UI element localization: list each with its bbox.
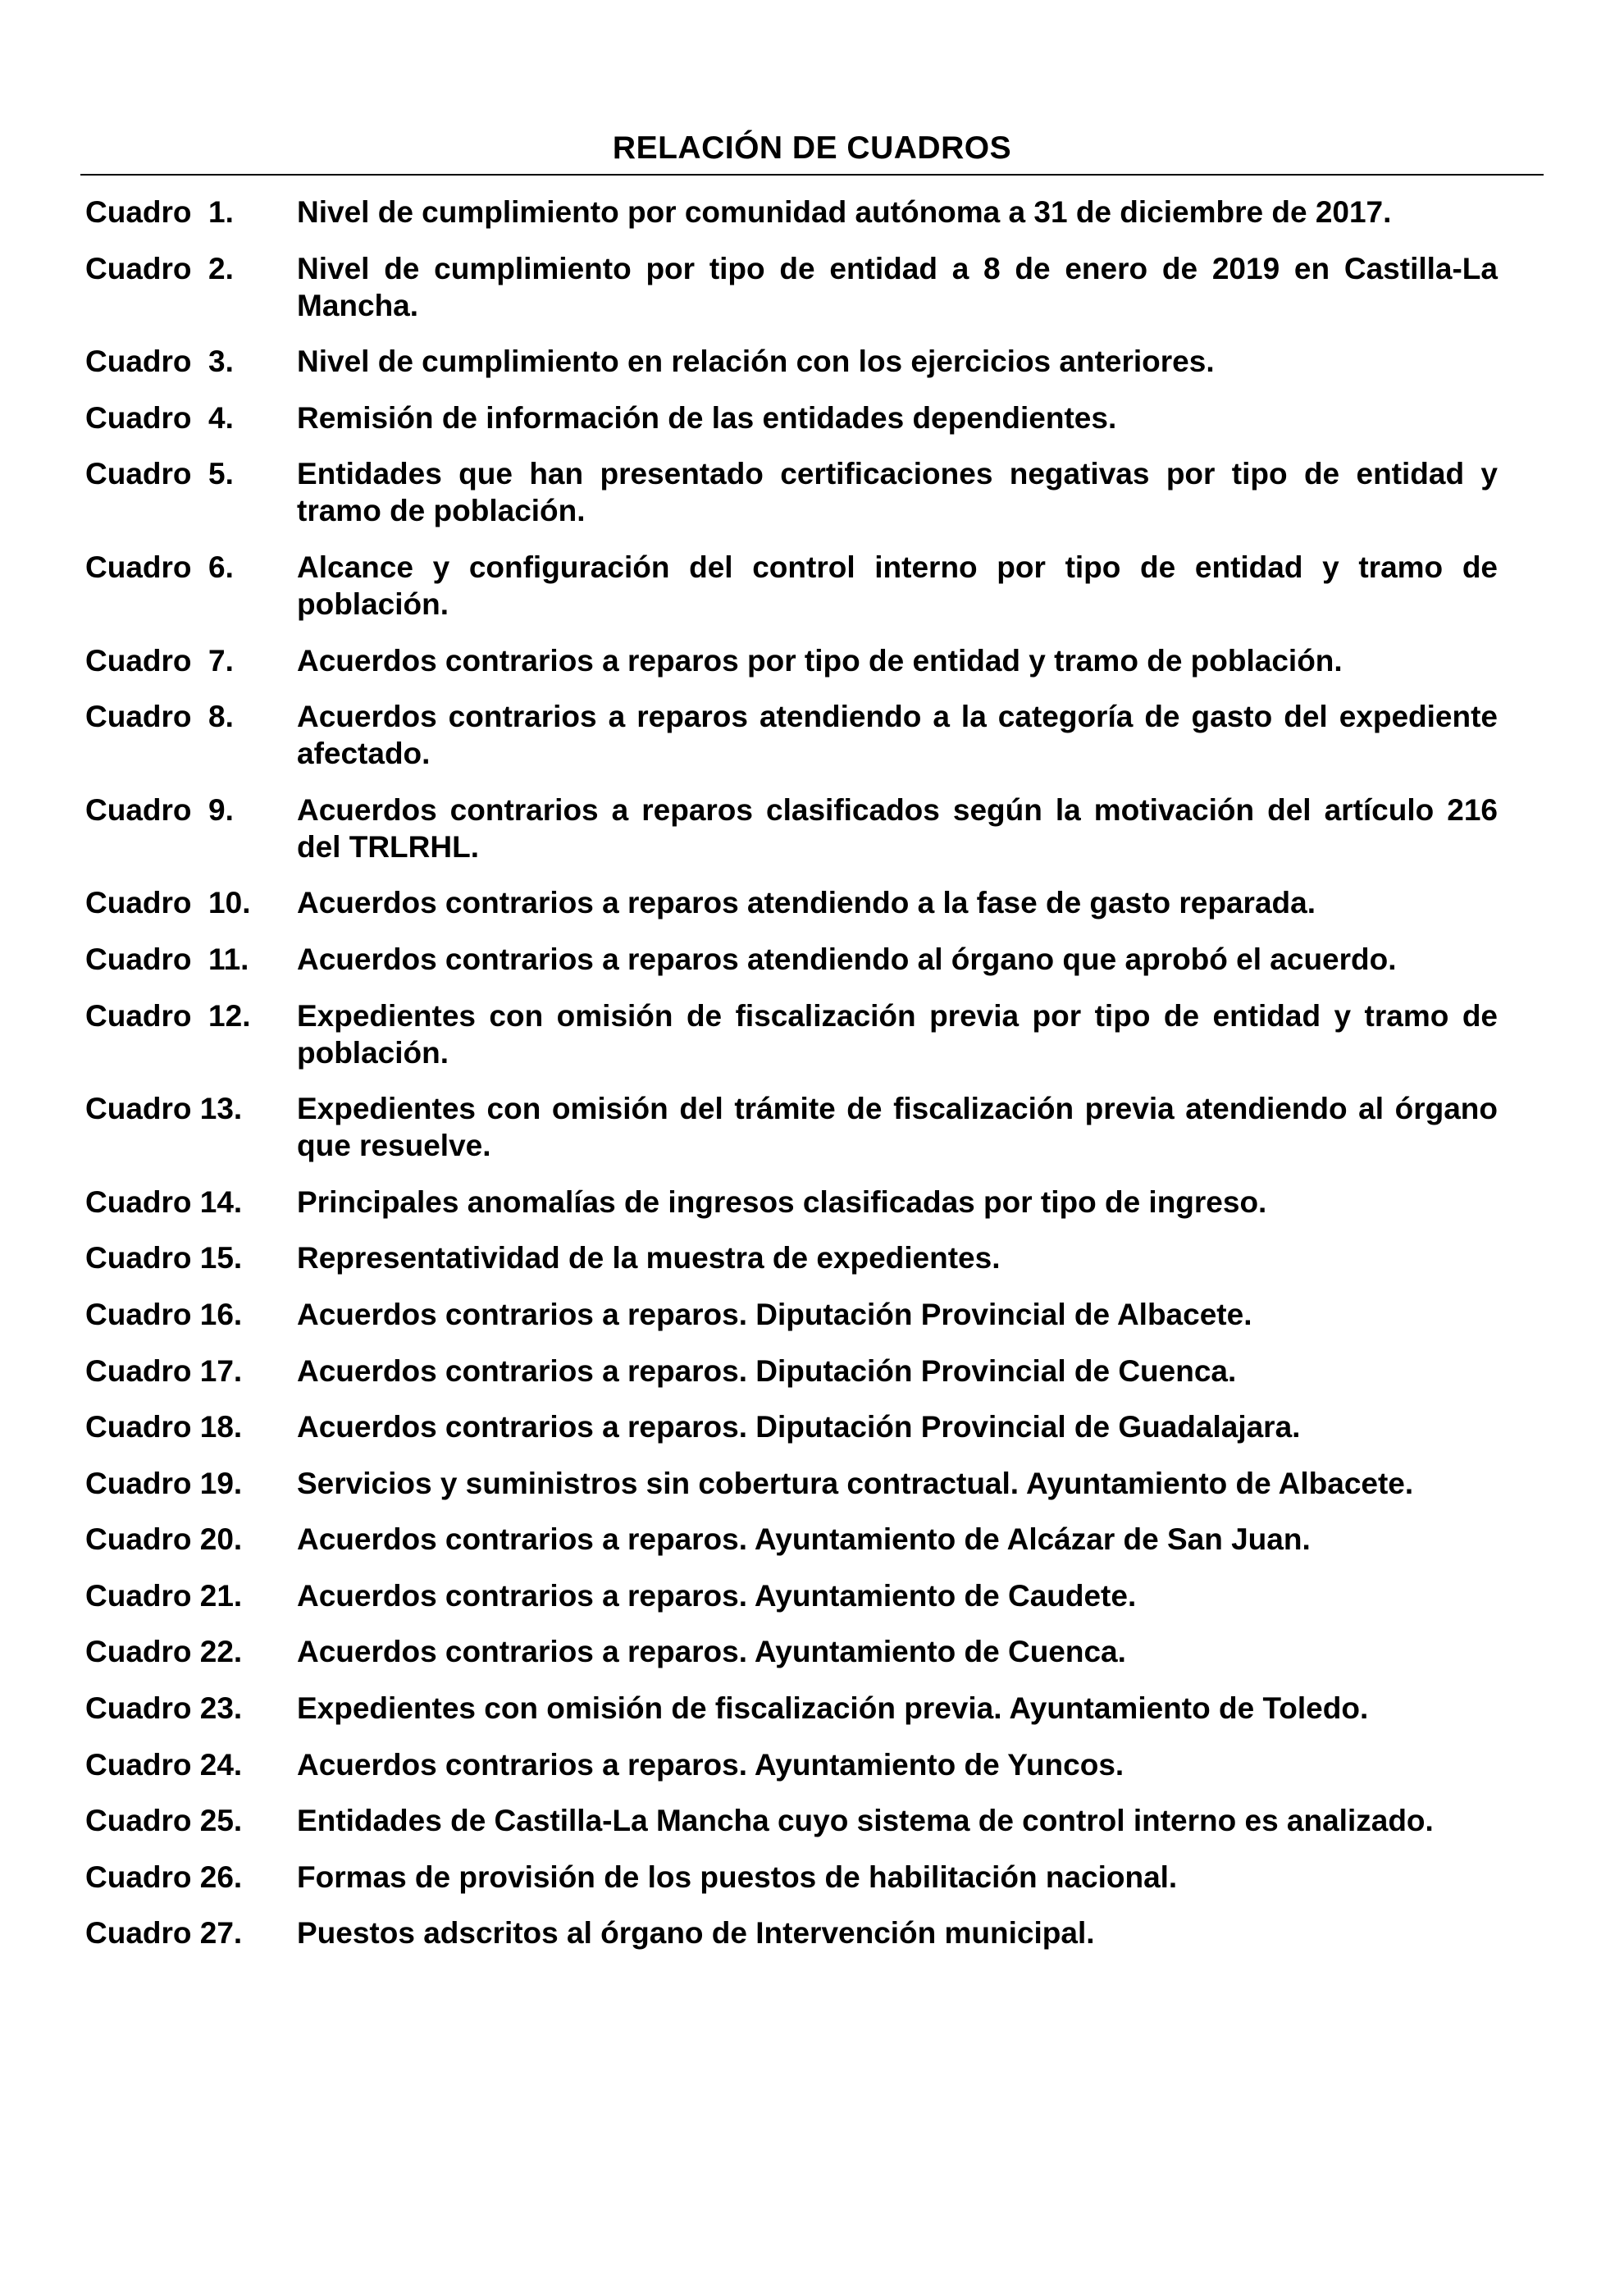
cuadro-number: Cuadro 12.: [85, 998, 251, 1033]
cuadro-number: Cuadro 5.: [85, 457, 234, 491]
cuadro-title: Acuerdos contrarios a reparos atendiendo a la fase de gasto reparada.: [297, 886, 1316, 920]
table-of-figures-list: [85, 194, 1498, 1971]
cuadro-number: Cuadro 4.: [85, 400, 234, 435]
cuadro-number: Cuadro 14.: [85, 1184, 243, 1219]
list-item: [85, 1353, 1498, 1389]
list-item: [85, 343, 1498, 380]
cuadro-title: Entidades de Castilla-La Mancha cuyo sistema de control interno es analizado.: [297, 1804, 1434, 1838]
list-item: [85, 698, 1498, 772]
list-item: [85, 1690, 1498, 1727]
cuadro-number: Cuadro 1.: [85, 195, 234, 229]
list-item: [85, 1521, 1498, 1558]
cuadro-title: Acuerdos contrarios a reparos. Ayuntamiento de Alcázar de San Juan.: [297, 1522, 1311, 1557]
list-item: [85, 399, 1498, 436]
cuadro-title: Acuerdos contrarios a reparos. Ayuntamiento de Caudete.: [297, 1578, 1137, 1613]
cuadro-number: Cuadro 21.: [85, 1578, 243, 1613]
cuadro-number: Cuadro 22.: [85, 1635, 243, 1669]
cuadro-title: Acuerdos contrarios a reparos. Ayuntamiento de Cuenca.: [297, 1635, 1126, 1669]
cuadro-title: Nivel de cumplimiento por comunidad autónoma a 31 de diciembre de 2017.: [297, 195, 1392, 229]
cuadro-title: Acuerdos contrarios a reparos atendiendo a la categoría de gasto del expediente afectado.: [297, 700, 1498, 771]
cuadro-number: Cuadro 18.: [85, 1410, 243, 1444]
cuadro-title: Entidades que han presentado certificaciones negativas por tipo de entidad y tramo de población.: [297, 457, 1498, 528]
list-item: [85, 1465, 1498, 1502]
cuadro-number: Cuadro 7.: [85, 643, 234, 678]
list-item: [85, 941, 1498, 978]
cuadro-number: Cuadro 9.: [85, 792, 234, 827]
cuadro-number: Cuadro 16.: [85, 1297, 243, 1331]
cuadro-number: Cuadro 15.: [85, 1241, 243, 1275]
cuadro-title: Acuerdos contrarios a reparos atendiendo al órgano que aprobó el acuerdo.: [297, 942, 1397, 976]
list-item: [85, 1633, 1498, 1670]
list-item: [85, 1746, 1498, 1783]
list-item: [85, 549, 1498, 623]
cuadro-title: Principales anomalías de ingresos clasificadas por tipo de ingreso.: [297, 1184, 1267, 1219]
title-divider: [80, 174, 1544, 176]
cuadro-number: Cuadro 26.: [85, 1859, 243, 1894]
cuadro-title: Representatividad de la muestra de expedientes.: [297, 1241, 1001, 1275]
cuadro-number: Cuadro 25.: [85, 1804, 243, 1838]
cuadro-title: Remisión de información de las entidades dependientes.: [297, 400, 1117, 435]
cuadro-title: Puestos adscritos al órgano de Intervención municipal.: [297, 1916, 1095, 1951]
cuadro-title: Acuerdos contrarios a reparos por tipo de entidad y tramo de población.: [297, 643, 1343, 678]
cuadro-title: Expedientes con omisión de fiscalización previa por tipo de entidad y tramo de población.: [297, 998, 1498, 1070]
cuadro-number: Cuadro 27.: [85, 1916, 243, 1951]
cuadro-title: Formas de provisión de los puestos de habilitación nacional.: [297, 1859, 1178, 1894]
cuadro-number: Cuadro 24.: [85, 1747, 243, 1782]
cuadro-number: Cuadro 19.: [85, 1466, 243, 1500]
list-item: [85, 1184, 1498, 1221]
list-item: [85, 1859, 1498, 1896]
cuadro-title: Acuerdos contrarios a reparos. Diputación Provincial de Guadalajara.: [297, 1410, 1301, 1444]
cuadro-title: Nivel de cumplimiento por tipo de entidad a 8 de enero de 2019 en Castilla-La Mancha.: [297, 251, 1498, 322]
cuadro-title: Nivel de cumplimiento en relación con los ejercicios anteriores.: [297, 345, 1215, 379]
cuadro-number: Cuadro 20.: [85, 1522, 243, 1557]
cuadro-title: Acuerdos contrarios a reparos. Diputación Provincial de Cuenca.: [297, 1353, 1237, 1388]
cuadro-number: Cuadro 8.: [85, 700, 234, 734]
list-item: [85, 250, 1498, 324]
cuadro-title: Acuerdos contrarios a reparos. Diputación Provincial de Albacete.: [297, 1297, 1252, 1331]
list-item: [85, 1408, 1498, 1445]
cuadro-number: Cuadro 6.: [85, 550, 234, 584]
list-item: [85, 792, 1498, 865]
cuadro-title: Expedientes con omisión del trámite de fiscalización previa atendiendo al órgano que resuelve.: [297, 1092, 1498, 1163]
cuadro-number: Cuadro 17.: [85, 1353, 243, 1388]
cuadro-number: Cuadro 3.: [85, 345, 234, 379]
page-title: RELACIÓN DE CUADROS: [612, 130, 1012, 166]
cuadro-number: Cuadro 2.: [85, 251, 234, 285]
cuadro-title: Expedientes con omisión de fiscalización previa. Ayuntamiento de Toledo.: [297, 1691, 1369, 1726]
cuadro-title: Servicios y suministros sin cobertura contractual. Ayuntamiento de Albacete.: [297, 1466, 1414, 1500]
list-item: [85, 455, 1498, 529]
cuadro-title: Alcance y configuración del control interno por tipo de entidad y tramo de población.: [297, 550, 1498, 621]
list-item: [85, 194, 1498, 230]
list-item: [85, 997, 1498, 1071]
cuadro-number: Cuadro 13.: [85, 1092, 243, 1126]
list-item: [85, 1296, 1498, 1333]
list-item: [85, 1802, 1498, 1839]
list-item: [85, 1239, 1498, 1276]
list-item: [85, 642, 1498, 679]
list-item: [85, 884, 1498, 921]
list-item: [85, 1090, 1498, 1164]
list-item: [85, 1577, 1498, 1614]
cuadro-number: Cuadro 23.: [85, 1691, 243, 1726]
cuadro-title: Acuerdos contrarios a reparos. Ayuntamiento de Yuncos.: [297, 1747, 1124, 1782]
cuadro-number: Cuadro 11.: [85, 942, 249, 976]
cuadro-number: Cuadro 10.: [85, 886, 251, 920]
cuadro-title: Acuerdos contrarios a reparos clasificados según la motivación del artículo 216 del TRLRHL.: [297, 792, 1498, 864]
list-item: [85, 1914, 1498, 1951]
